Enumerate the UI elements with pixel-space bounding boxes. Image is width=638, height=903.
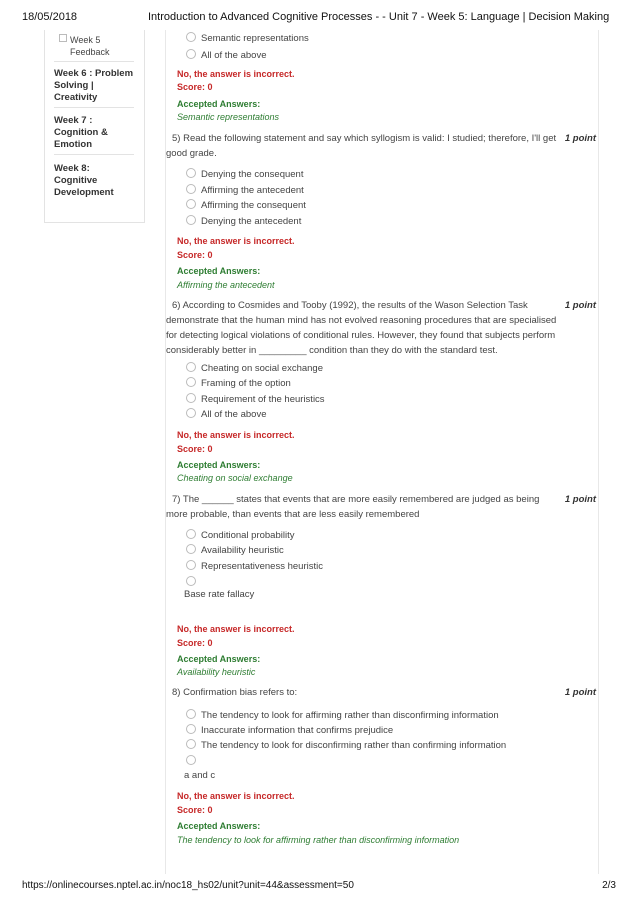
accepted-answers-label: Accepted Answers: <box>177 99 261 109</box>
answer-option[interactable]: All of the above <box>186 49 267 62</box>
score-text: Score: 0 <box>177 444 213 454</box>
answer-option-text: Base rate fallacy <box>184 589 255 600</box>
radio-icon <box>186 32 196 42</box>
print-title: Introduction to Advanced Cognitive Processes - - Unit 7 - Week 5: Language | Decision Making <box>148 11 610 23</box>
incorrect-message: No, the answer is incorrect. <box>177 236 295 246</box>
score-text: Score: 0 <box>177 82 213 92</box>
divider <box>54 61 134 62</box>
answer-option[interactable]: The tendency to look for disconfirming rather than confirming information <box>186 739 506 752</box>
radio-icon <box>186 49 196 59</box>
content-border-right <box>598 30 599 874</box>
radio-icon <box>186 739 196 749</box>
print-url: https://onlinecourses.nptel.ac.in/noc18_hs02/unit?unit=44&assessment=50 <box>22 880 354 891</box>
sidebar-item-week6[interactable]: Week 6 : Problem Solving | Creativity <box>54 68 134 103</box>
incorrect-message: No, the answer is incorrect. <box>177 624 295 634</box>
answer-option[interactable]: Denying the consequent <box>186 168 303 181</box>
accepted-answer: Cheating on social exchange <box>177 473 293 483</box>
answer-option[interactable]: Framing of the option <box>186 377 291 390</box>
answer-option[interactable]: Cheating on social exchange <box>186 362 323 375</box>
incorrect-message: No, the answer is incorrect. <box>177 69 295 79</box>
question-number: 8) <box>172 687 181 698</box>
radio-icon <box>186 362 196 372</box>
answer-option[interactable]: Requirement of the heuristics <box>186 393 325 406</box>
answer-option[interactable]: Availability heuristic <box>186 544 284 557</box>
radio-icon <box>186 199 196 209</box>
answer-option-text: a and c <box>184 770 216 781</box>
question-number: 6) <box>172 300 181 311</box>
print-date: 18/05/2018 <box>22 11 78 23</box>
question-text: Confirmation bias refers to: <box>183 687 298 698</box>
score-text: Score: 0 <box>177 638 213 648</box>
radio-icon <box>186 544 196 554</box>
answer-option[interactable]: Affirming the consequent <box>186 199 306 212</box>
accepted-answers-label: Accepted Answers: <box>177 821 261 831</box>
accepted-answers-label: Accepted Answers: <box>177 654 261 664</box>
radio-icon <box>186 393 196 403</box>
question-points: 1 point <box>564 133 596 144</box>
sidebar-item-week8[interactable]: Week 8: Cognitive Development <box>54 163 114 198</box>
question-points: 1 point <box>564 687 596 698</box>
answer-option[interactable]: Conditional probability <box>186 529 294 542</box>
question-number: 5) <box>172 133 181 144</box>
radio-icon <box>186 560 196 570</box>
accepted-answers-label: Accepted Answers: <box>177 266 261 276</box>
sidebar-item-label: Week 5 Feedback <box>70 35 110 57</box>
answer-option[interactable]: All of the above <box>186 408 267 421</box>
answer-option[interactable]: Denying the antecedent <box>186 215 301 228</box>
accepted-answer: Semantic representations <box>177 112 280 122</box>
question-8 <box>166 685 558 700</box>
radio-icon <box>186 709 196 719</box>
checkbox-icon <box>59 34 67 42</box>
radio-icon <box>186 408 196 418</box>
print-header <box>22 11 616 27</box>
question-6 <box>166 298 558 358</box>
incorrect-message: No, the answer is incorrect. <box>177 791 295 801</box>
accepted-answer: Availability heuristic <box>177 667 256 677</box>
sidebar <box>44 30 145 223</box>
question-points: 1 point <box>564 494 596 505</box>
divider <box>54 107 134 108</box>
divider <box>54 154 134 155</box>
accepted-answers-label: Accepted Answers: <box>177 460 261 470</box>
question-points: 1 point <box>564 300 596 311</box>
answer-option[interactable]: Affirming the antecedent <box>186 184 304 197</box>
accepted-answer: The tendency to look for affirming rather than disconfirming information <box>177 835 460 845</box>
question-text: The ______ states that events that are more easily remembered are judged as being more probable, than events that are less easily remembered <box>166 494 540 520</box>
sidebar-item-week5-feedback[interactable] <box>59 34 130 58</box>
radio-icon <box>186 724 196 734</box>
score-text: Score: 0 <box>177 805 213 815</box>
incorrect-message: No, the answer is incorrect. <box>177 430 295 440</box>
question-5 <box>166 131 558 161</box>
radio-icon <box>186 168 196 178</box>
answer-option[interactable]: Inaccurate information that confirms prejudice <box>186 724 393 737</box>
score-text: Score: 0 <box>177 250 213 260</box>
radio-icon <box>186 377 196 387</box>
radio-icon[interactable] <box>186 576 196 586</box>
accepted-answer: Affirming the antecedent <box>177 280 275 290</box>
question-7 <box>166 492 558 522</box>
radio-icon <box>186 184 196 194</box>
radio-icon <box>186 215 196 225</box>
answer-option[interactable]: Semantic representations <box>186 32 309 45</box>
question-text: According to Cosmides and Tooby (1992), the results of the Wason Selection Task demonstrate that the human mind has not evolved reasoning procedures that are specialised for detecting logical violations of conditional rules. However, they found that subjects perform considerably better in _________ condition than they do with the standard test. <box>166 300 557 356</box>
answer-option[interactable]: The tendency to look for affirming rather than disconfirming information <box>186 709 499 722</box>
question-text: Read the following statement and say which syllogism is valid: I studied; therefore, I'll get good grade. <box>166 133 557 159</box>
radio-icon <box>186 529 196 539</box>
page-number: 2/3 <box>602 880 616 891</box>
question-number: 7) <box>172 494 181 505</box>
answer-option[interactable]: Representativeness heuristic <box>186 560 323 573</box>
radio-icon[interactable] <box>186 755 196 765</box>
sidebar-item-week7[interactable]: Week 7 : Cognition & Emotion <box>54 115 108 150</box>
